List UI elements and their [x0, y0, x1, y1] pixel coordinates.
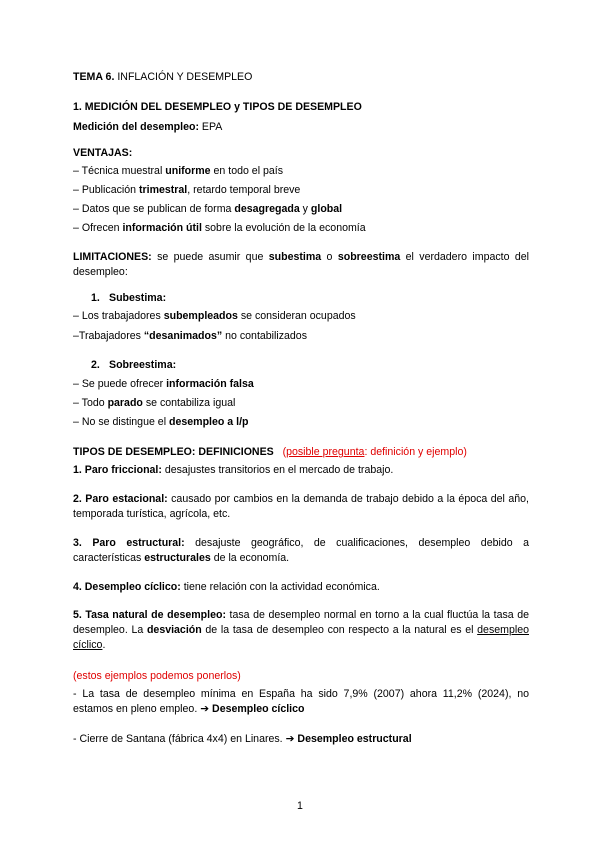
sobreestima-item: – Se puede ofrecer información falsa	[73, 378, 254, 390]
page-number: 1	[297, 800, 303, 812]
ventaja-item: – Técnica muestral uniforme en todo el país	[73, 165, 284, 177]
ventajas-heading: VENTAJAS:	[73, 147, 133, 159]
subestima-item: –Trabajadores “desanimados” no contabilizados	[73, 330, 307, 342]
ventaja-item: – Publicación trimestral, retardo temporal breve	[73, 184, 301, 196]
tipo-estructural: 3. Paro estructural: desajuste geográfico, de cualificaciones, desempleo debido a características estructurales de la economía.	[73, 537, 529, 564]
ejemplo-ciclico: - La tasa de desempleo mínima en España ha sido 7,9% (2007) ahora 11,2% (2024), no estamos en pleno empleo. ➔ Desempleo cíclico	[73, 688, 529, 715]
limitaciones-paragraph: LIMITACIONES: se puede asumir que subestima o sobreestima el verdadero impacto del desempleo:	[73, 251, 530, 278]
section-heading: 1. MEDICIÓN DEL DESEMPLEO y TIPOS DE DESEMPLEO	[73, 101, 362, 113]
ejemplos-note: (estos ejemplos podemos ponerlos)	[73, 670, 241, 682]
tipo-estacional: 2. Paro estacional: causado por cambios en la demanda de trabajo debido a la época del año, temporada turística, agrícola, etc.	[73, 493, 529, 520]
tipo-friccional: 1. Paro friccional: desajustes transitorios en el mercado de trabajo.	[73, 464, 394, 476]
subestima-item: – Los trabajadores subempleados se consideran ocupados	[73, 310, 356, 322]
tipos-heading: TIPOS DE DESEMPLEO: DEFINICIONES (posible pregunta: definición y ejemplo)	[73, 446, 467, 458]
sobreestima-item: – Todo parado se contabiliza igual	[73, 397, 236, 409]
document-title: TEMA 6. INFLACIÓN Y DESEMPLEO	[73, 71, 253, 83]
tasa-natural-paragraph: 5. Tasa natural de desempleo: tasa de desempleo normal en torno a la cual fluctúa la tasa de desempleo. La desviación de la tasa de desempleo con respecto a la natural es el desempleo cíclico.	[73, 609, 529, 651]
arrow-right-icon: ➔	[200, 703, 210, 715]
measure-line: Medición del desempleo: EPA	[73, 121, 223, 133]
arrow-right-icon: ➔	[285, 733, 295, 745]
sobreestima-heading: 2. Sobreestima:	[91, 359, 177, 371]
ejemplo-estructural: - Cierre de Santana (fábrica 4x4) en Linares. ➔ Desempleo estructural	[73, 733, 412, 745]
subestima-heading: 1. Subestima:	[91, 292, 167, 304]
ventaja-item: – Ofrecen información útil sobre la evolución de la economía	[73, 222, 366, 234]
sobreestima-item: – No se distingue el desempleo a l/p	[73, 416, 249, 428]
ventaja-item: – Datos que se publican de forma desagregada y global	[73, 203, 343, 215]
tipo-ciclico: 4. Desempleo cíclico: tiene relación con la actividad económica.	[73, 581, 380, 593]
